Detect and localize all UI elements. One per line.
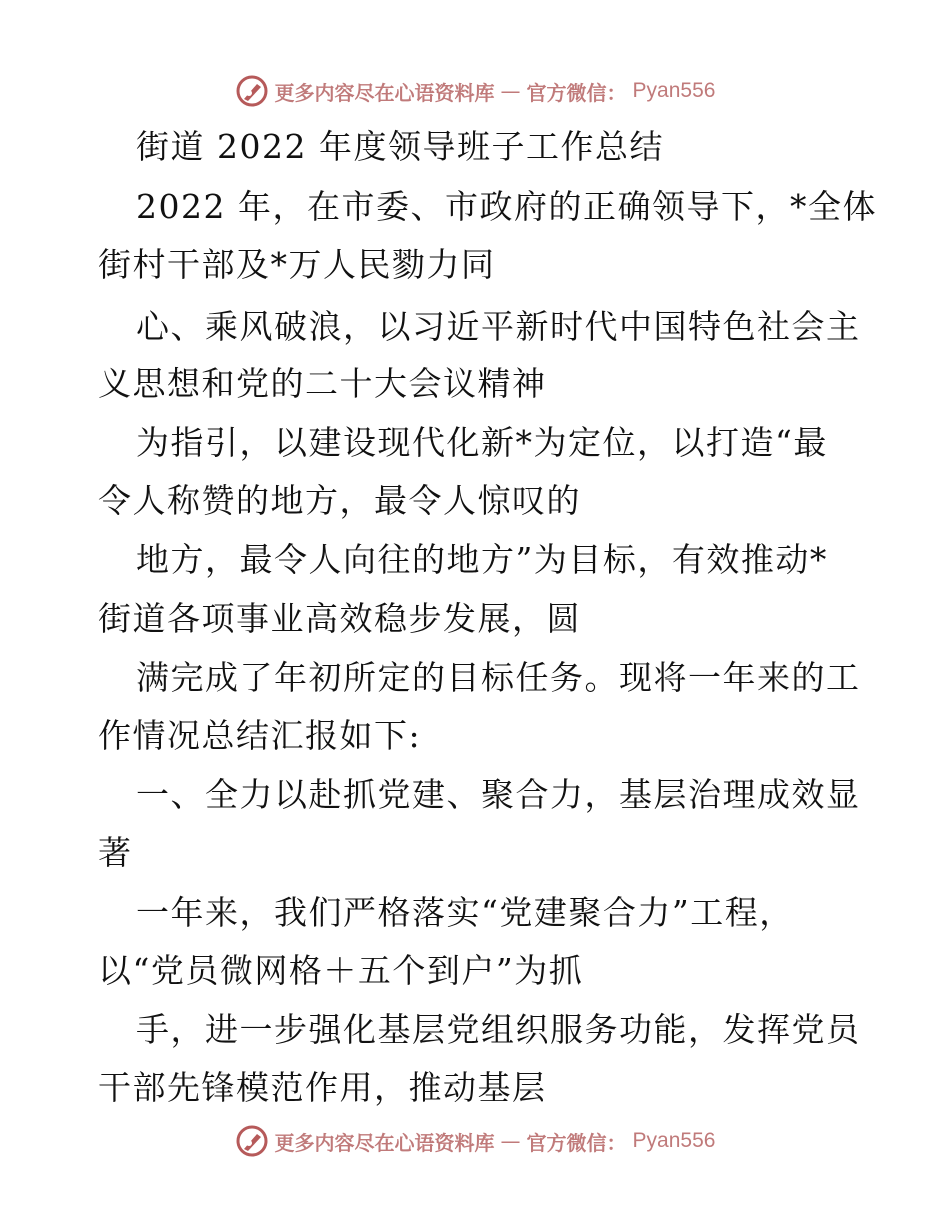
section-heading: 一、全力以赴抓党建、聚合力，基层治理成效显 (136, 775, 861, 814)
paragraph-line: 心、乘风破浪，以习近平新时代中国特色社会主 (136, 307, 861, 346)
paragraph-line: 2022 年，在市委、市政府的正确领导下，*全体 (136, 187, 877, 226)
paragraph-line: 义思想和党的二十大会议精神 (98, 364, 547, 403)
paragraph-line: 地方，最令人向往的地方”为目标，有效推动* (136, 540, 828, 579)
paragraph-line: 手，进一步强化基层党组织服务功能，发挥党员 (136, 1010, 861, 1049)
header-watermark (0, 71, 950, 111)
watermark-dash: — (500, 79, 521, 103)
watermark-text: 更多内容尽在心语资料库 (274, 80, 495, 105)
paragraph-line: 作情况总结汇报如下: (98, 716, 422, 755)
watermark-id: Pyan556 (632, 1129, 716, 1152)
pen-seal-icon (235, 74, 269, 108)
paragraph-line: 满完成了年初所定的目标任务。现将一年来的工 (136, 658, 861, 697)
paragraph-line: 令人称赞的地方，最令人惊叹的 (98, 481, 581, 520)
paragraph-line: 干部先锋模范作用，推动基层 (98, 1068, 547, 1107)
paragraph-line: 街村干部及*万人民勠力同 (98, 245, 496, 284)
paragraph-line: 一年来，我们严格落实“党建聚合力”工程， (136, 893, 794, 932)
watermark-official: 官方微信： (526, 1130, 627, 1155)
watermark-id: Pyan556 (632, 79, 716, 102)
watermark-dash: — (500, 1129, 521, 1153)
document-title: 街道 2022 年度领导班子工作总结 (136, 127, 664, 166)
watermark-official: 官方微信： (526, 80, 627, 105)
pen-seal-icon (235, 1124, 269, 1158)
watermark-text: 更多内容尽在心语资料库 (274, 1130, 495, 1155)
paragraph-line: 以“党员微网格＋五个到户”为抓 (98, 951, 584, 990)
paragraph-line: 街道各项事业高效稳步发展，圆 (98, 599, 581, 638)
footer-watermark (0, 1121, 950, 1161)
paragraph-line: 为指引，以建设现代化新*为定位，以打造“最 (136, 423, 828, 462)
section-heading: 著 (98, 833, 133, 872)
